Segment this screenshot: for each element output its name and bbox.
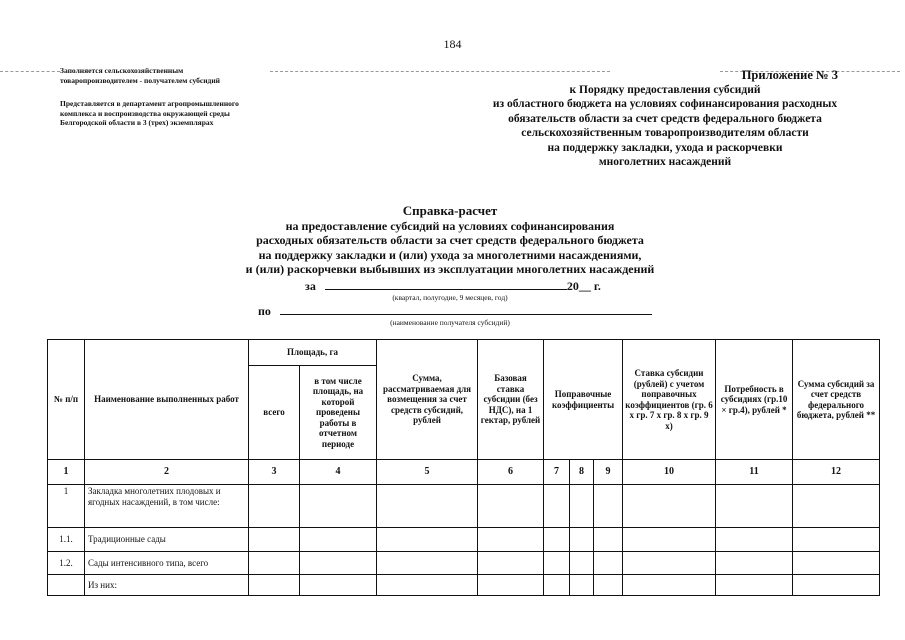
- empty-cell: [300, 485, 377, 528]
- row-name: Сады интенсивного типа, всего: [85, 552, 249, 575]
- appendix-line: сельскохозяйственным товаропроизводителям области: [521, 127, 809, 139]
- certificate-title-block: [120, 204, 780, 277]
- header-sum-considered: Сумма, рассматриваемая для возмещения за счет средств субсидий, рублей: [377, 340, 478, 460]
- empty-cell: [544, 485, 570, 528]
- empty-cell: [478, 552, 544, 575]
- empty-cell: [594, 528, 623, 552]
- certificate-line: на предоставление субсидий на условиях софинансирования: [285, 218, 615, 233]
- empty-cell: [570, 485, 594, 528]
- empty-cell: [594, 485, 623, 528]
- period-hint: (квартал, полугодие, 9 месяцев, год): [392, 293, 508, 302]
- header-rate-adjusted: Ставка субсидии (рублей) с учетом поправочных коэффициентов (гр. 6 х гр. 7 х гр. 8 х гр. 9 х): [623, 340, 716, 460]
- table-row: [48, 575, 880, 596]
- period-blank: [325, 278, 567, 290]
- empty-cell: [300, 552, 377, 575]
- header-area-total: всего: [249, 366, 300, 460]
- col-number: 3: [249, 460, 300, 485]
- row-num: [48, 575, 85, 596]
- empty-cell: [623, 485, 716, 528]
- page-number: 184: [443, 37, 462, 51]
- empty-cell: [249, 485, 300, 528]
- col-number: 2: [85, 460, 249, 485]
- appendix-title: Приложение № 3: [741, 68, 838, 82]
- empty-cell: [478, 528, 544, 552]
- row-num: 1.1.: [48, 528, 85, 552]
- period-line: [305, 278, 601, 294]
- empty-cell: [570, 552, 594, 575]
- appendix-line: на поддержку закладки, ухода и раскорчевки: [547, 141, 783, 154]
- appendix-line: из областного бюджета на условиях софинансирования расходных: [492, 98, 838, 110]
- table-row: [48, 552, 880, 575]
- empty-cell: [377, 528, 478, 552]
- empty-cell: [793, 552, 880, 575]
- empty-cell: [544, 575, 570, 596]
- certificate-line: и (или) раскорчевки выбывших из эксплуатации многолетних насаждений: [245, 262, 655, 276]
- header-name: Наименование выполненных работ: [85, 340, 249, 460]
- certificate-heading: Справка-расчет: [402, 203, 498, 218]
- row-num: 1: [48, 485, 85, 528]
- appendix-line: обязательств области за счет средств федерального бюджета: [508, 112, 822, 125]
- empty-cell: [300, 575, 377, 596]
- header-row: [48, 340, 880, 366]
- empty-cell: [716, 552, 793, 575]
- col-number: 5: [377, 460, 478, 485]
- empty-cell: [249, 575, 300, 596]
- appendix-line: к Порядку предоставления субсидий: [569, 83, 761, 96]
- empty-cell: [716, 485, 793, 528]
- empty-cell: [544, 552, 570, 575]
- empty-cell: [793, 485, 880, 528]
- submitted-to-note: [60, 99, 300, 128]
- recipient-prefix: по: [258, 304, 271, 318]
- period-year: 20__ г.: [566, 279, 601, 293]
- empty-cell: [570, 528, 594, 552]
- empty-cell: [377, 485, 478, 528]
- empty-cell: [793, 575, 880, 596]
- row-num: 1.2.: [48, 552, 85, 575]
- recipient-line: [258, 303, 652, 319]
- empty-cell: [377, 575, 478, 596]
- empty-cell: [570, 575, 594, 596]
- calculation-table: [47, 339, 880, 596]
- empty-cell: [478, 485, 544, 528]
- table-row: [48, 485, 880, 528]
- period-prefix: за: [305, 279, 316, 293]
- col-number: 8: [570, 460, 594, 485]
- col-number: 6: [478, 460, 544, 485]
- row-name: Традиционные сады: [85, 528, 249, 552]
- empty-cell: [478, 575, 544, 596]
- row-name: Закладка многолетних плодовых и ягодных насаждений, в том числе:: [85, 485, 249, 528]
- header-sum-federal: Сумма субсидий за счет средств федерального бюджета, рублей **: [793, 340, 880, 460]
- header-coefficients: Поправочные коэффициенты: [544, 340, 623, 460]
- certificate-line: расходных обязательств области за счет средств федерального бюджета: [256, 233, 644, 247]
- col-number: 12: [793, 460, 880, 485]
- empty-cell: [793, 528, 880, 552]
- empty-cell: [544, 528, 570, 552]
- empty-cell: [623, 528, 716, 552]
- empty-cell: [300, 528, 377, 552]
- col-number: 7: [544, 460, 570, 485]
- submitted-line: Представляется в департамент агропромышленного: [60, 99, 239, 108]
- empty-cell: [249, 528, 300, 552]
- filled-by-note: [60, 66, 300, 85]
- certificate-line: на поддержку закладки и (или) ухода за многолетними насаждениями,: [258, 247, 642, 262]
- header-area: Площадь, га: [249, 340, 377, 366]
- header-area-period: в том числе площадь, на которой проведены работы в отчетном периоде: [300, 366, 377, 460]
- col-number: 1: [48, 460, 85, 485]
- recipient-blank: [280, 303, 652, 315]
- table-row: [48, 528, 880, 552]
- empty-cell: [623, 575, 716, 596]
- empty-cell: [594, 552, 623, 575]
- recipient-hint: (наименование получателя субсидий): [390, 318, 510, 327]
- header-need: Потребность в субсидиях (гр.10 × гр.4), рублей *: [716, 340, 793, 460]
- empty-cell: [249, 552, 300, 575]
- submitted-line: комплекса и воспроизводства окружающей среды: [60, 108, 230, 118]
- col-number: 10: [623, 460, 716, 485]
- row-name: Из них:: [85, 575, 249, 596]
- col-number: 4: [300, 460, 377, 485]
- empty-cell: [594, 575, 623, 596]
- submitted-line: Белгородской области в 3 (трех) экземплярах: [60, 118, 214, 127]
- empty-cell: [716, 575, 793, 596]
- col-number: 9: [594, 460, 623, 485]
- filled-by-line: Заполняется сельскохозяйственным: [60, 66, 184, 75]
- empty-cell: [623, 552, 716, 575]
- column-numbers-row: [48, 460, 880, 485]
- appendix-block: [440, 68, 890, 170]
- scan-dash-left: [0, 71, 60, 72]
- empty-cell: [377, 552, 478, 575]
- filled-by-line: товаропроизводителем - получателем субсидий: [60, 75, 220, 85]
- empty-cell: [716, 528, 793, 552]
- col-number: 11: [716, 460, 793, 485]
- header-base-rate: Базовая ставка субсидии (без НДС), на 1 гектар, рублей: [478, 340, 544, 460]
- appendix-line: многолетних насаждений: [598, 156, 732, 168]
- header-num: № п/п: [48, 340, 85, 460]
